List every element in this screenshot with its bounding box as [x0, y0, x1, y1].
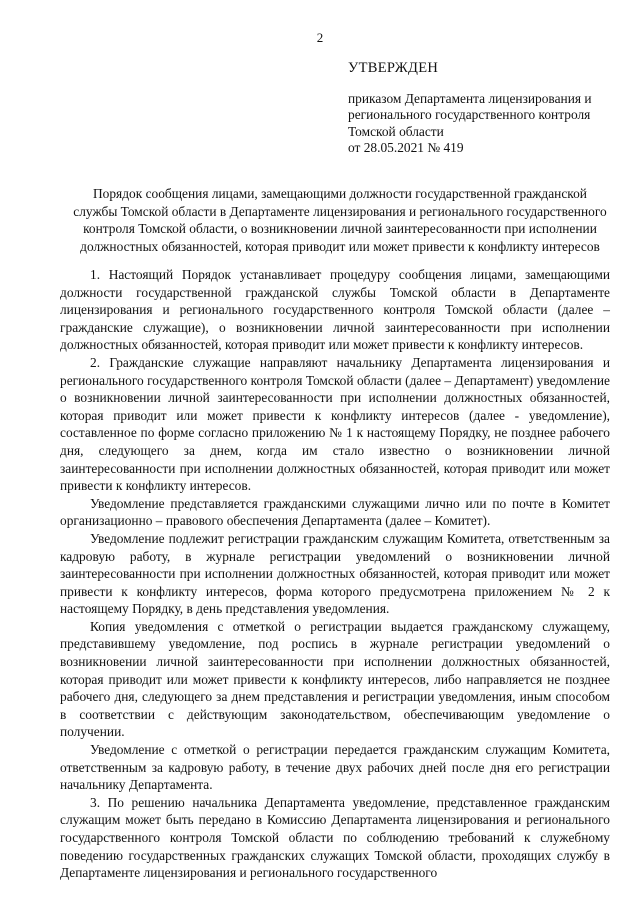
title-line: Порядок сообщения лицами, замещающими должности государственной гражданской — [93, 186, 587, 201]
approval-block — [348, 60, 618, 157]
paragraph-2-registration: Уведомление подлежит регистрации гражданским служащим Комитета, ответственным за кадровую работу, в журнале регистрации уведомлений о возникновении личной заинтересованности при исполнении должностных обязанностей, которая приводит или может привести к конфликту интересов, форма которого предусмотрена приложением № 2 к настоящему Порядку, в день представления уведомления. — [60, 530, 610, 617]
paragraph-2-copy: Копия уведомления с отметкой о регистрации выдается гражданскому служащему, представившему уведомление, под роспись в журнале регистрации уведомлений о возникновении личной заинтересованности при исполнении должностных обязанностей, которая приводит или может привести к конфликту интересов, либо направляется не позднее рабочего дня, следующего за днем представления и регистрации уведомления, иным способом в соответствии с действующим законодательством, обеспечивающим уведомление о получении. — [60, 618, 610, 740]
paragraph-1: 1. Настоящий Порядок устанавливает процедуру сообщения лицами, замещающими должности государственной гражданской службы Томской области в Департаменте лицензирования и регионального государственного контроля Томской области (далее – гражданские служащие), о возникновении личной заинтересованности при исполнении должностных обязанностей, которая приводит или может привести к конфликту интересов. — [60, 267, 610, 353]
title-line: службы Томской области в Департаменте лицензирования и регионального государственного — [73, 203, 607, 219]
approval-line: регионального государственного контроля — [348, 107, 591, 122]
title-line: должностных обязанностей, которая приводит или может привести к конфликту интересов — [80, 238, 600, 254]
approval-line: от 28.05.2021 № 419 — [348, 140, 464, 155]
paragraph-3: 3. По решению начальника Департамента уведомление, представленное гражданским служащим может быть передано в Комиссию Департамента лицензирования и регионального государственного контроля Томской области по соблюдению требований к служебному поведению государственных гражданских служащих Томской области, проходящих службу в Департаменте лицензирования и регионального государственного — [60, 794, 610, 881]
approval-line: приказом Департамента лицензирования и — [348, 90, 592, 106]
paragraph-2-transfer: Уведомление с отметкой о регистрации передается гражданским служащим Комитета, ответственным за кадровую работу, в течение двух рабочих дней после дня его регистрации начальнику Департамента. — [60, 742, 610, 793]
approval-heading: УТВЕРЖДЕН — [348, 60, 439, 76]
paragraph-2-submission: Уведомление представляется гражданскими служащими лично или по почте в Комитет организационно – правового обеспечения Департамента (далее – Комитет). — [60, 495, 610, 529]
document-title — [60, 185, 620, 255]
page-number: 2 — [316, 30, 324, 45]
paragraph-2: 2. Гражданские служащие направляют начальнику Департамента лицензирования и регионального государственного контроля Томской области (далее – Департамент) уведомление о возникновении личной заинтересованности при исполнении должностных обязанностей, которая приводит или может привести к конфликту интересов (далее - уведомление), составленное по форме согласно приложению № 1 к настоящему Порядку, не позднее рабочего дня, следующего за днем, когда им стало известно о возникновении личной заинтересованности при исполнении должностных обязанностей, которая приводит или может привести к конфликту интересов. — [60, 354, 610, 494]
approval-line: Томской области — [348, 123, 444, 139]
document-body — [60, 266, 610, 882]
title-line: контроля Томской области, о возникновении личной заинтересованности при исполнении — [83, 221, 597, 236]
